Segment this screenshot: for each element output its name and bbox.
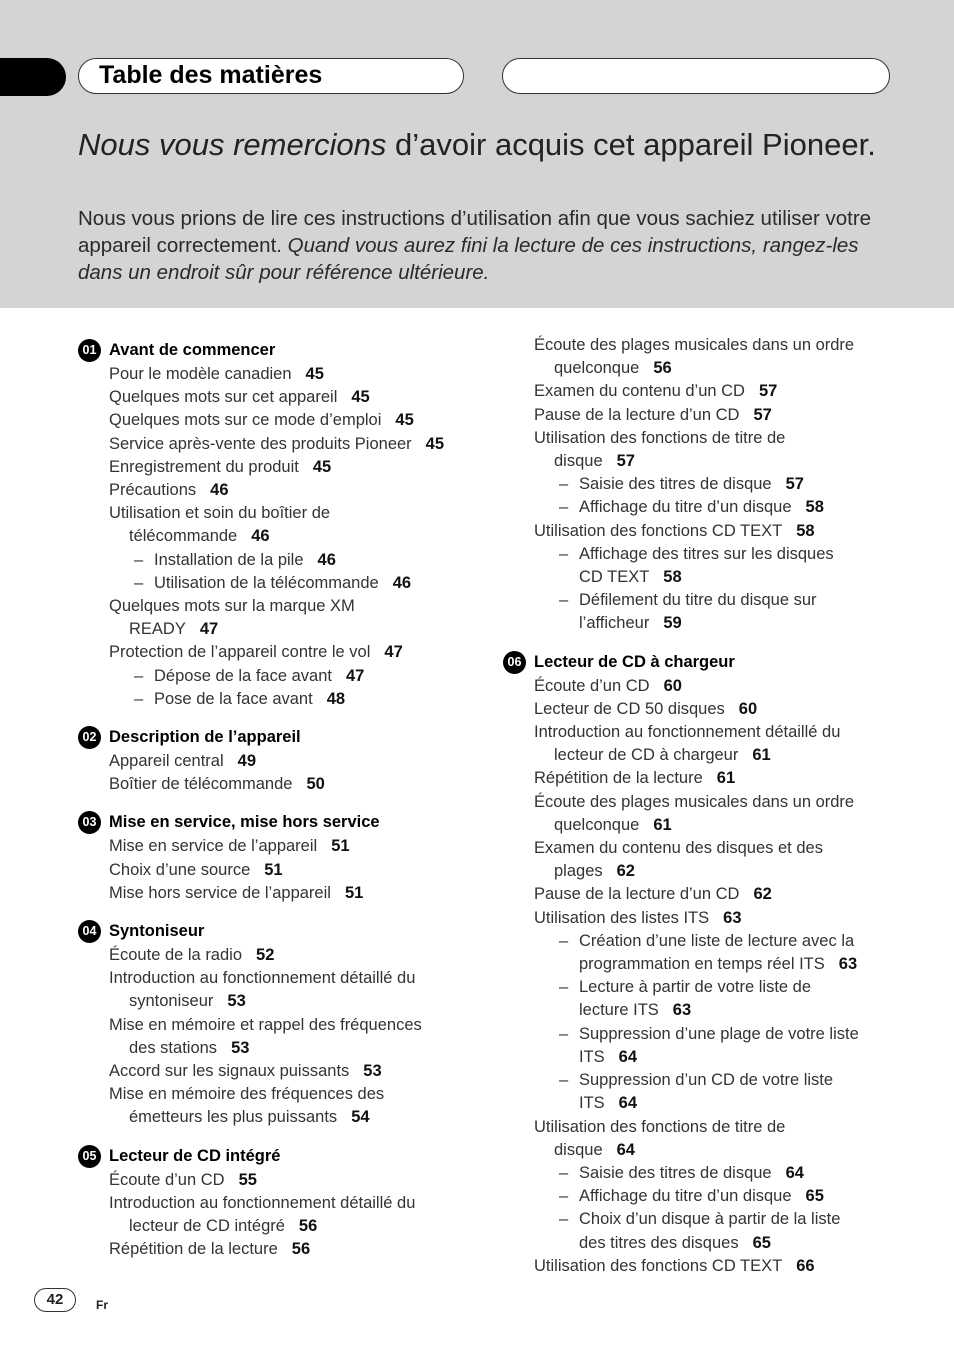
toc-entry[interactable]: [78, 1014, 498, 1060]
page-ref: 46: [251, 527, 270, 546]
entry-text-cont: lecture ITS: [579, 1001, 659, 1020]
page-ref: 56: [291, 1240, 311, 1259]
page-ref: 55: [238, 1170, 257, 1189]
entry-text: Utilisation des fonctions CD TEXT: [534, 1256, 783, 1275]
page-ref: 65: [805, 1187, 824, 1206]
toc-subentry[interactable]: – Pose de la face avant 48: [134, 689, 346, 708]
page-ref: 61: [716, 769, 736, 788]
intro-title-italic: Nous vous remercions: [78, 127, 387, 162]
entry-text: Utilisation et soin du boîtier de: [109, 504, 331, 523]
section-heading-text: Mise en service, mise hors service: [109, 813, 380, 832]
page-ref: 46: [392, 573, 412, 592]
black-tab: [0, 58, 66, 96]
section-number-badge: 06: [503, 651, 526, 674]
page-ref: 64: [616, 1140, 635, 1159]
page-ref: 61: [752, 746, 771, 765]
section-number-badge: 04: [78, 920, 101, 943]
toc-entry[interactable]: [503, 520, 903, 543]
toc-subentry[interactable]: – Suppression d’un CD de votre liste ITS 64: [559, 1071, 834, 1113]
toc-entry[interactable]: [78, 641, 498, 664]
page-ref: 48: [326, 689, 346, 708]
entry-text: Utilisation de la télécommande: [154, 573, 379, 592]
intro-title: [78, 128, 898, 162]
section-heading[interactable]: [78, 919, 498, 944]
page-ref: 51: [264, 860, 283, 879]
entry-text: Utilisation des fonctions de titre de: [534, 1117, 786, 1136]
entry-text-cont: READY: [129, 620, 186, 639]
toc-entry[interactable]: [503, 1116, 903, 1162]
toc-column-left: [78, 338, 498, 1276]
toc-entry[interactable]: [503, 907, 903, 930]
toc-subentry[interactable]: – Choix d’un disque à partir de la liste des titres des disques 65: [559, 1210, 841, 1252]
page-ref: 57: [785, 475, 804, 494]
toc-subentry[interactable]: – Saisie des titres de disque 57: [559, 475, 804, 494]
entry-text: Écoute de la radio: [109, 946, 243, 965]
section-heading[interactable]: [78, 1144, 498, 1169]
toc-entry[interactable]: [503, 334, 903, 380]
page-ref: 51: [344, 883, 364, 902]
page-ref: 51: [331, 837, 350, 856]
entry-text-cont: ITS: [579, 1047, 605, 1066]
entry-text-cont: disque: [554, 1140, 603, 1159]
entry-text: Enregistrement du produit: [109, 457, 299, 476]
entry-text: Installation de la pile: [154, 550, 304, 569]
entry-text: Pose de la face avant: [154, 689, 313, 708]
page-ref: 56: [298, 1217, 318, 1236]
toc-entry[interactable]: [503, 698, 903, 721]
entry-text: Mise en service de l’appareil: [109, 837, 318, 856]
toc-entry[interactable]: [78, 363, 498, 386]
entry-text: Mise en mémoire des fréquences des: [109, 1085, 385, 1104]
entry-text: Écoute des plages musicales dans un ordre: [534, 336, 855, 354]
page-ref: 53: [231, 1038, 250, 1057]
intro-title-rest: d’avoir acquis cet appareil Pioneer.: [386, 127, 876, 162]
toc-entry[interactable]: [503, 721, 903, 767]
page-ref: 61: [653, 815, 672, 834]
section-number-badge: 01: [78, 339, 101, 362]
entry-text: Affichage des titres sur les disques: [579, 544, 834, 563]
section-heading-text: Lecteur de CD intégré: [109, 1146, 281, 1165]
page-ref: 47: [199, 620, 219, 639]
entry-text: Écoute d’un CD: [534, 676, 650, 695]
toc-entry[interactable]: [78, 1169, 498, 1192]
section-heading-text: Lecteur de CD à chargeur: [534, 652, 735, 671]
page-ref: 63: [672, 1001, 692, 1020]
page-ref: 46: [210, 481, 229, 500]
entry-text: Quelques mots sur cet appareil: [109, 388, 338, 407]
entry-text: Précautions: [109, 481, 197, 500]
toc-column-right: [503, 338, 903, 1292]
page-ref: 66: [796, 1256, 815, 1275]
toc-entry[interactable]: [78, 456, 498, 479]
entry-text: Dépose de la face avant: [154, 666, 332, 685]
header-band: [0, 0, 954, 308]
entry-text: Répétition de la lecture: [534, 769, 703, 788]
entry-text: Examen du contenu d’un CD: [534, 382, 745, 401]
toc-section-03: [78, 810, 498, 905]
page-ref: 63: [838, 955, 858, 974]
entry-text-cont: syntoniseur: [129, 992, 214, 1011]
toc-entry[interactable]: [503, 1255, 903, 1278]
toc-entry[interactable]: [78, 433, 498, 456]
entry-text: Défilement du titre du disque sur: [579, 591, 817, 610]
section-heading-text: Description de l’appareil: [109, 728, 301, 747]
entry-text: Affichage du titre d’un disque: [579, 498, 792, 517]
toc-section-04: [78, 919, 498, 1130]
page-ref: 47: [345, 666, 365, 685]
page-ref: 60: [738, 699, 758, 718]
toc-entry[interactable]: [78, 1238, 498, 1261]
entry-text: Création d’une liste de lecture avec la: [579, 931, 855, 950]
entry-text-cont: ITS: [579, 1094, 605, 1113]
page-ref: 45: [351, 388, 370, 407]
toc-entry[interactable]: [78, 944, 498, 967]
entry-text: Utilisation des listes ITS: [534, 908, 710, 927]
entry-text: Lecture à partir de votre liste de: [579, 978, 812, 997]
page-ref: 62: [616, 862, 635, 881]
entry-text-cont: lecteur de CD intégré: [129, 1217, 285, 1236]
entry-text: Pour le modèle canadien: [109, 365, 292, 383]
entry-text-cont: télécommande: [129, 527, 238, 546]
toc-entry[interactable]: [78, 835, 498, 858]
page-ref: 57: [753, 405, 772, 424]
page-ref: 45: [305, 365, 324, 383]
entry-text-cont: des stations: [129, 1038, 218, 1057]
page-ref: 58: [663, 568, 682, 587]
toc-subentry[interactable]: – Installation de la pile 46: [134, 550, 336, 569]
entry-text-cont: l’afficheur: [579, 614, 650, 633]
entry-text-cont: plages: [554, 862, 603, 881]
page-ref: 58: [796, 521, 815, 540]
page-number: 42: [34, 1288, 76, 1312]
entry-text: Introduction au fonctionnement détaillé du: [109, 969, 416, 988]
entry-text: Mise hors service de l’appareil: [109, 883, 331, 902]
page-ref: 65: [752, 1233, 771, 1252]
page-ref: 63: [723, 908, 742, 927]
page-ref: 59: [663, 614, 682, 633]
section-heading[interactable]: [78, 725, 498, 750]
entry-text-cont: CD TEXT: [579, 568, 650, 587]
toc-subentry[interactable]: – Défilement du titre du disque sur l’afficheur 59: [559, 591, 817, 633]
entry-text: Saisie des titres de disque: [579, 1163, 772, 1182]
page-ref: 58: [805, 498, 824, 517]
section-heading[interactable]: [78, 338, 498, 363]
toc-subentry[interactable]: – Affichage des titres sur les disques CD TEXT 58: [559, 544, 834, 587]
page-ref: 57: [616, 452, 635, 471]
entry-text: Suppression d’une plage de votre liste: [579, 1024, 859, 1043]
toc-entry[interactable]: [78, 1083, 498, 1129]
entry-text: Suppression d’un CD de votre liste: [579, 1071, 834, 1090]
page-ref: 45: [425, 434, 445, 453]
section-title: Table des matières: [99, 61, 323, 89]
blank-pill: [502, 58, 890, 94]
toc-subentry[interactable]: – Saisie des titres de disque 64: [559, 1163, 804, 1182]
toc-entry[interactable]: [503, 427, 903, 473]
section-title-pill: [78, 58, 464, 94]
entry-text-cont: lecteur de CD à chargeur: [554, 746, 739, 765]
toc-entry[interactable]: [503, 837, 903, 883]
toc-subentry[interactable]: – Suppression d’une plage de votre liste ITS 64: [559, 1024, 859, 1066]
intro-text-plain: Nous vous prions de lire ces instructions d’utilisation afin que vous sachiez utiliser votre appareil correctement.: [78, 207, 872, 257]
page-ref: 64: [785, 1163, 804, 1182]
section-number-badge: 02: [78, 726, 101, 749]
entry-text: Introduction au fonctionnement détaillé du: [109, 1193, 416, 1212]
entry-text: Utilisation des fonctions de titre de: [534, 428, 786, 447]
toc-entry[interactable]: [78, 967, 498, 1013]
entry-text: Accord sur les signaux puissants: [109, 1062, 350, 1081]
entry-text: Examen du contenu des disques et des: [534, 839, 823, 858]
toc-subentry[interactable]: – Utilisation de la télécommande 46: [134, 573, 412, 592]
toc-entry[interactable]: [78, 859, 498, 882]
section-number-badge: 03: [78, 811, 101, 834]
page-ref: 56: [653, 359, 672, 378]
entry-text: Écoute d’un CD: [109, 1170, 225, 1189]
toc-entry[interactable]: [503, 404, 903, 427]
toc-entry[interactable]: [78, 502, 498, 548]
page-ref: 53: [227, 992, 246, 1011]
entry-text: Introduction au fonctionnement détaillé du: [534, 723, 841, 742]
entry-text: Service après-vente des produits Pioneer: [109, 434, 412, 453]
page-ref: 45: [312, 457, 332, 476]
toc-subentry[interactable]: – Lecture à partir de votre liste de lecture ITS 63: [559, 978, 812, 1020]
intro-text-italic: Quand vous aurez fini la lecture de ces instructions, rangez-les dans un endroit sûr pour référence ultérieure.: [78, 234, 859, 284]
page-ref: 54: [351, 1108, 370, 1127]
entry-text: Appareil central: [109, 752, 224, 771]
language-code: Fr: [96, 1298, 108, 1312]
section-heading-text: Syntoniseur: [109, 922, 205, 941]
toc-section-06: [503, 650, 903, 1278]
toc-section-05: [78, 1144, 498, 1262]
page-ref: 57: [758, 382, 778, 401]
toc-section-05-cont: [503, 334, 903, 636]
entry-text: Lecteur de CD 50 disques: [534, 699, 725, 718]
page-ref: 53: [363, 1062, 382, 1081]
entry-text: Pause de la lecture d’un CD: [534, 885, 740, 904]
toc-entry[interactable]: [78, 750, 498, 773]
toc-entry[interactable]: [78, 409, 498, 432]
page-ref: 52: [256, 946, 275, 965]
toc-subentry[interactable]: – Affichage du titre d’un disque 58: [559, 498, 824, 517]
toc-section-01: [78, 338, 498, 711]
page-ref: 45: [395, 411, 414, 430]
section-heading-text: Avant de commencer: [109, 341, 276, 359]
toc-section-02: [78, 725, 498, 796]
toc-entry[interactable]: [78, 773, 498, 796]
toc-entry[interactable]: [503, 791, 903, 837]
entry-text-cont: quelconque: [554, 815, 640, 834]
toc-entry[interactable]: [503, 767, 903, 790]
page-ref: 64: [618, 1094, 638, 1113]
page-ref: 62: [753, 885, 772, 904]
entry-text: Choix d’une source: [109, 860, 251, 879]
section-heading[interactable]: [78, 810, 498, 835]
entry-text: Choix d’un disque à partir de la liste: [579, 1210, 841, 1229]
page-ref: 64: [618, 1047, 638, 1066]
toc-entry[interactable]: [503, 380, 903, 403]
toc-entry[interactable]: [78, 479, 498, 502]
toc-entry[interactable]: [78, 1060, 498, 1083]
entry-text: Quelques mots sur la marque XM: [109, 597, 355, 616]
page-ref: 50: [306, 775, 325, 794]
toc-subentry[interactable]: – Affichage du titre d’un disque 65: [559, 1187, 824, 1206]
entry-text: Affichage du titre d’un disque: [579, 1187, 792, 1206]
toc-entry[interactable]: [78, 595, 498, 641]
toc-entry[interactable]: [78, 882, 498, 905]
toc-entry[interactable]: [503, 675, 903, 698]
intro-text: [78, 205, 908, 286]
entry-text-cont: des titres des disques: [579, 1233, 739, 1252]
page-ref: 47: [384, 643, 403, 662]
toc-entry[interactable]: [503, 883, 903, 906]
entry-text: Pause de la lecture d’un CD: [534, 405, 740, 424]
entry-text-cont: disque: [554, 452, 603, 471]
entry-text-cont: programmation en temps réel ITS: [579, 955, 825, 974]
section-heading[interactable]: [503, 650, 903, 675]
toc-subentry[interactable]: – Dépose de la face avant 47: [134, 666, 365, 685]
entry-text: Quelques mots sur ce mode d’emploi: [109, 411, 382, 430]
entry-text: Protection de l’appareil contre le vol: [109, 643, 371, 662]
entry-text: Répétition de la lecture: [109, 1240, 278, 1259]
toc-subentry[interactable]: – Création d’une liste de lecture avec la programmation en temps réel ITS 63: [559, 931, 858, 974]
entry-text-cont: émetteurs les plus puissants: [129, 1108, 338, 1127]
entry-text: Utilisation des fonctions CD TEXT: [534, 521, 783, 540]
page-ref: 49: [237, 752, 257, 771]
page-ref: 60: [663, 676, 682, 695]
entry-text: Mise en mémoire et rappel des fréquences: [109, 1015, 422, 1034]
section-number-badge: 05: [78, 1145, 101, 1168]
page-ref: 46: [317, 550, 336, 569]
entry-text: Boîtier de télécommande: [109, 775, 293, 794]
entry-text: Écoute des plages musicales dans un ordre: [534, 792, 855, 811]
toc-entry[interactable]: [78, 1192, 498, 1238]
entry-text: Saisie des titres de disque: [579, 475, 772, 494]
toc-entry[interactable]: [78, 386, 498, 409]
entry-text-cont: quelconque: [554, 359, 640, 378]
